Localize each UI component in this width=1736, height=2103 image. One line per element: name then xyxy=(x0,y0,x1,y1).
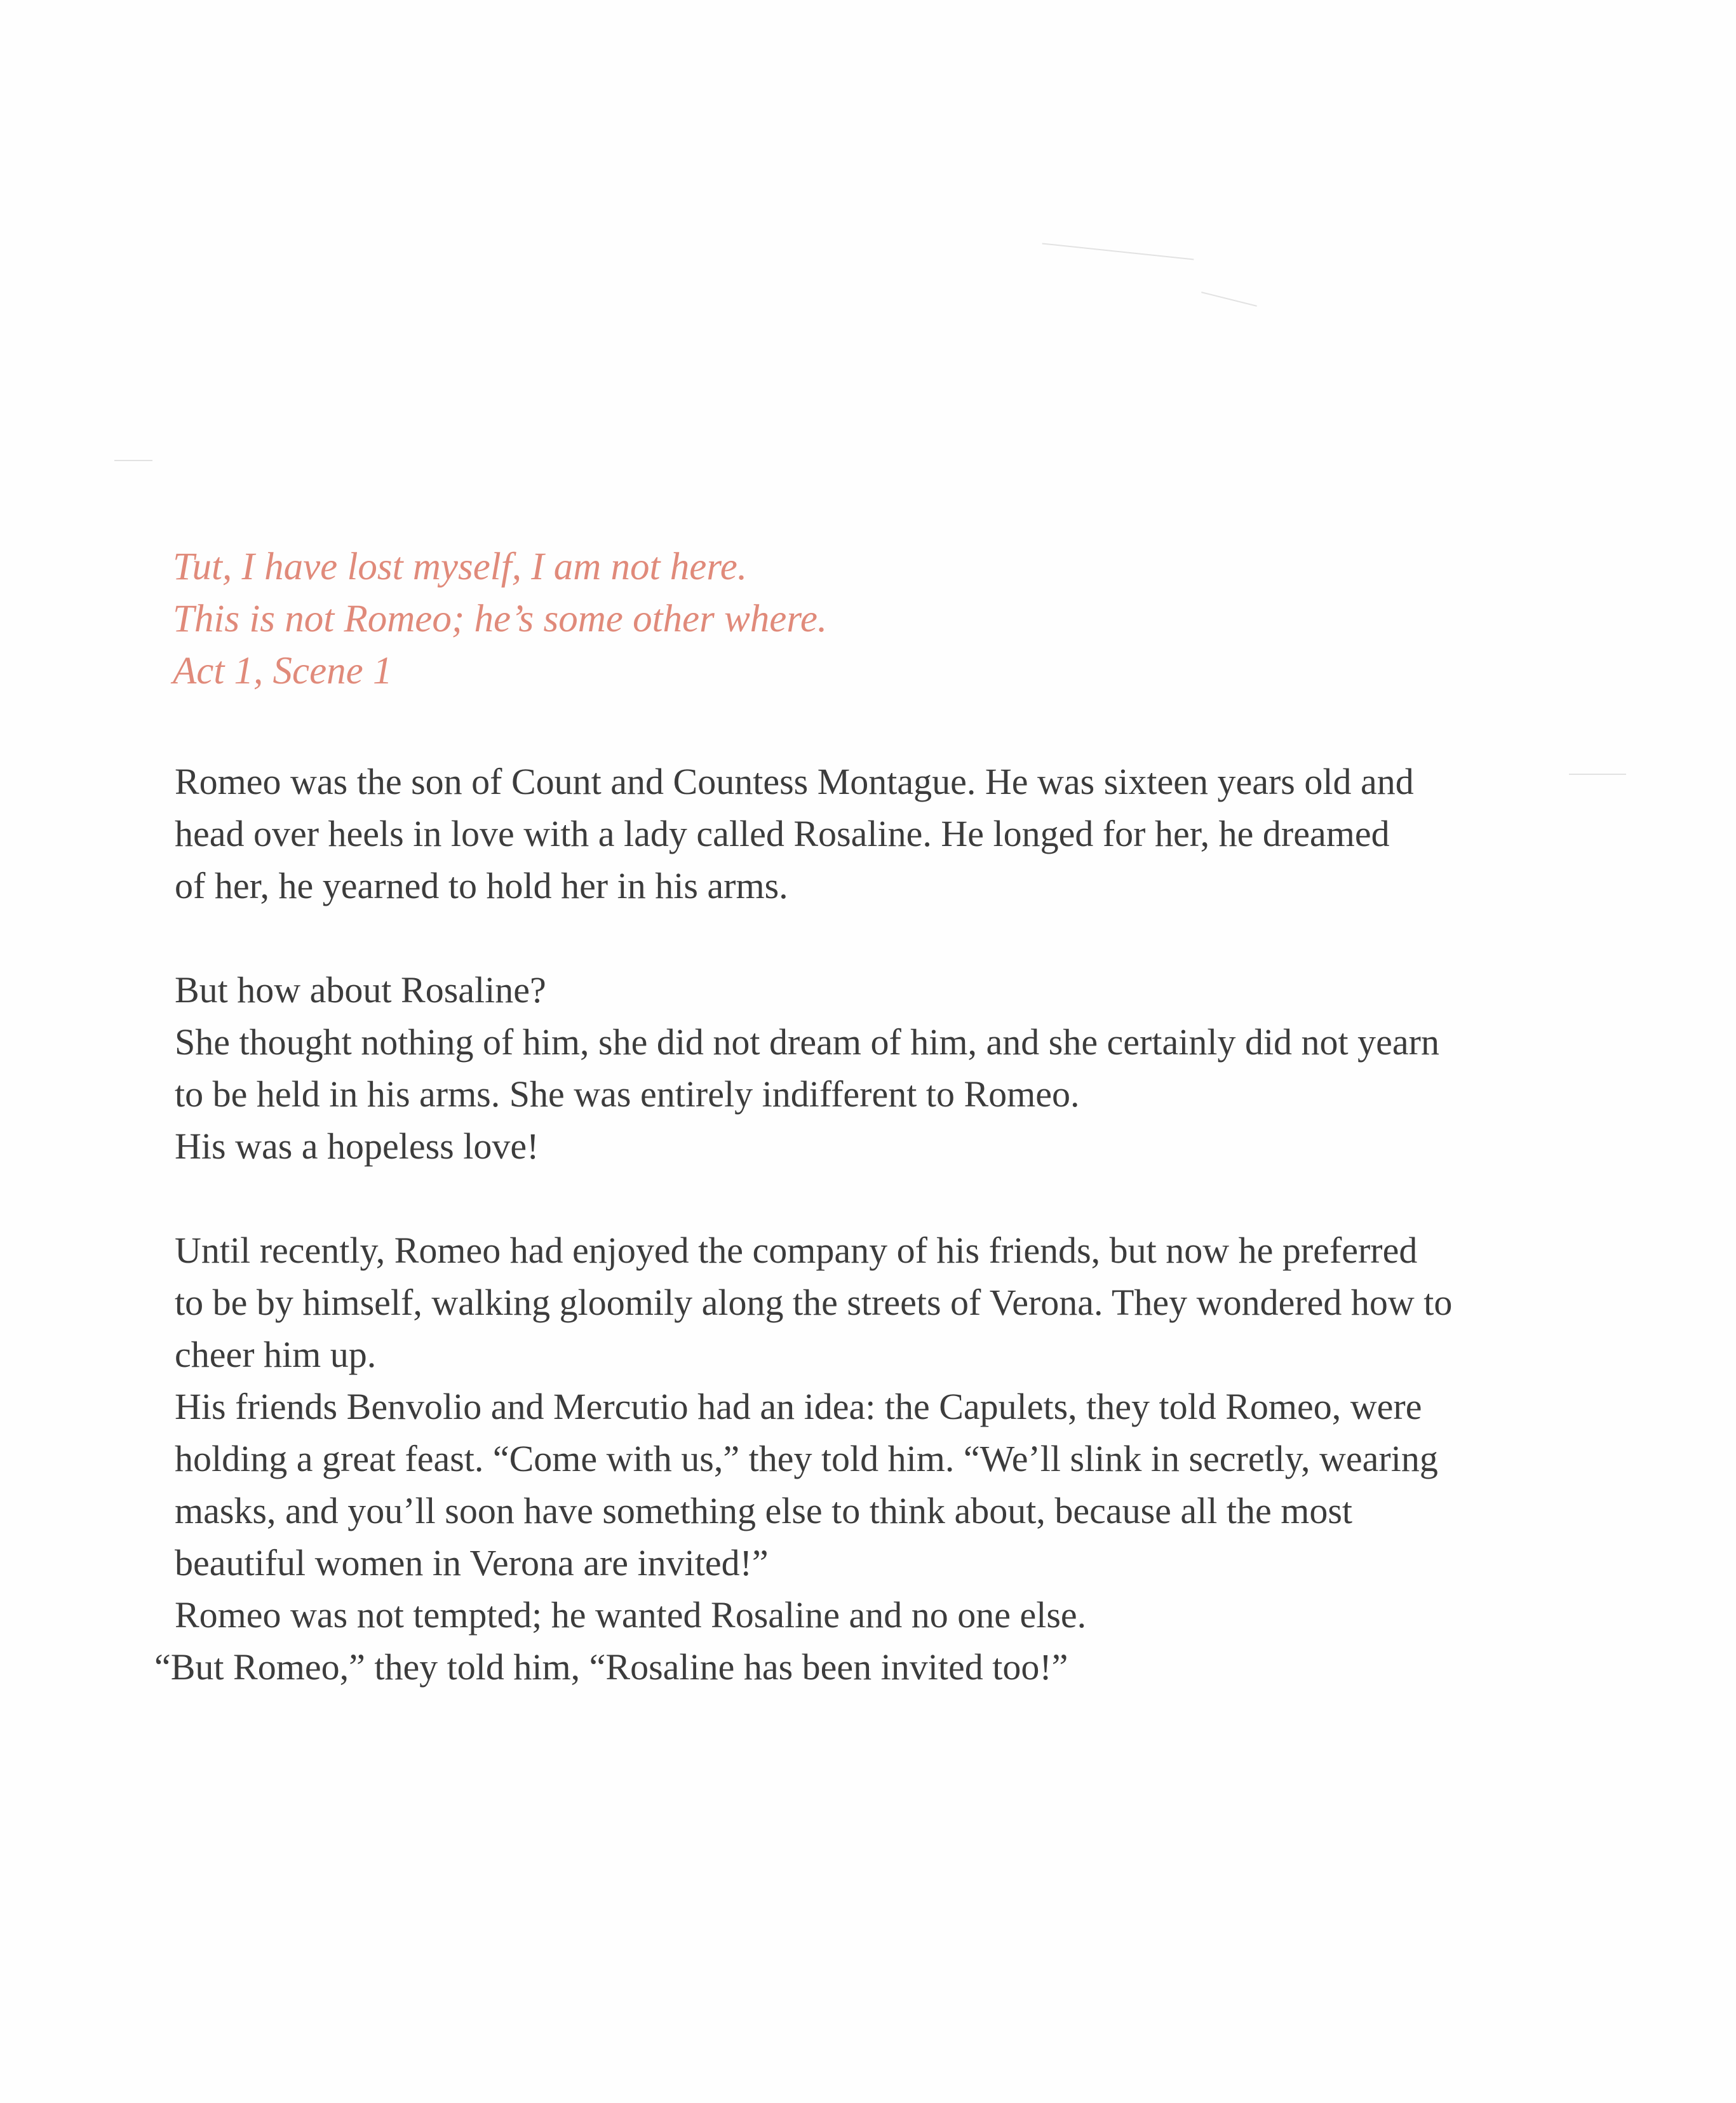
text-line: of her, he yearned to hold her in his arms. xyxy=(175,865,788,906)
text-line: beautiful women in Verona are invited!” xyxy=(175,1542,769,1583)
text-line: His was a hopeless love! xyxy=(175,1125,539,1167)
paragraph xyxy=(175,756,1636,912)
text-line: head over heels in love with a lady called Rosaline. He longed for her, he dreamed xyxy=(175,813,1390,854)
paragraph xyxy=(154,1225,1636,1693)
text-line: holding a great feast. “Come with us,” they told him. “We’ll slink in secretly, wearing xyxy=(175,1438,1438,1479)
text-line: But how about Rosaline? xyxy=(175,969,546,1011)
text-line: “But Romeo,” they told him, “Rosaline has been invited too!” xyxy=(154,1646,1068,1688)
text-line: His friends Benvolio and Mercutio had an idea: the Capulets, they told Romeo, were xyxy=(175,1386,1422,1427)
text-line: Romeo was the son of Count and Countess Montague. He was sixteen years old and xyxy=(175,761,1414,802)
scan-artifact xyxy=(1201,292,1257,307)
text-line: She thought nothing of him, she did not dream of him, and she certainly did not yearn xyxy=(175,1021,1439,1063)
text-line: cheer him up. xyxy=(175,1334,377,1375)
text-line: Romeo was not tempted; he wanted Rosaline and no one else. xyxy=(175,1594,1087,1636)
text-line: to be by himself, walking gloomily along the streets of Verona. They wondered how to xyxy=(175,1282,1453,1323)
paragraph xyxy=(175,964,1636,1172)
text-line: Until recently, Romeo had enjoyed the company of his friends, but now he preferred xyxy=(175,1230,1418,1271)
story-text xyxy=(154,756,1636,1745)
text-line: masks, and you’ll soon have something else to think about, because all the most xyxy=(175,1490,1353,1531)
epigraph xyxy=(173,541,827,697)
scan-artifact xyxy=(1042,243,1194,260)
epigraph-line: Tut, I have lost myself, I am not here. xyxy=(173,546,748,588)
epigraph-citation: Act 1, Scene 1 xyxy=(173,650,393,692)
text-line: to be held in his arms. She was entirely indifferent to Romeo. xyxy=(175,1073,1080,1115)
scan-artifact xyxy=(114,460,152,461)
epigraph-line: This is not Romeo; he’s some other where. xyxy=(173,598,828,640)
